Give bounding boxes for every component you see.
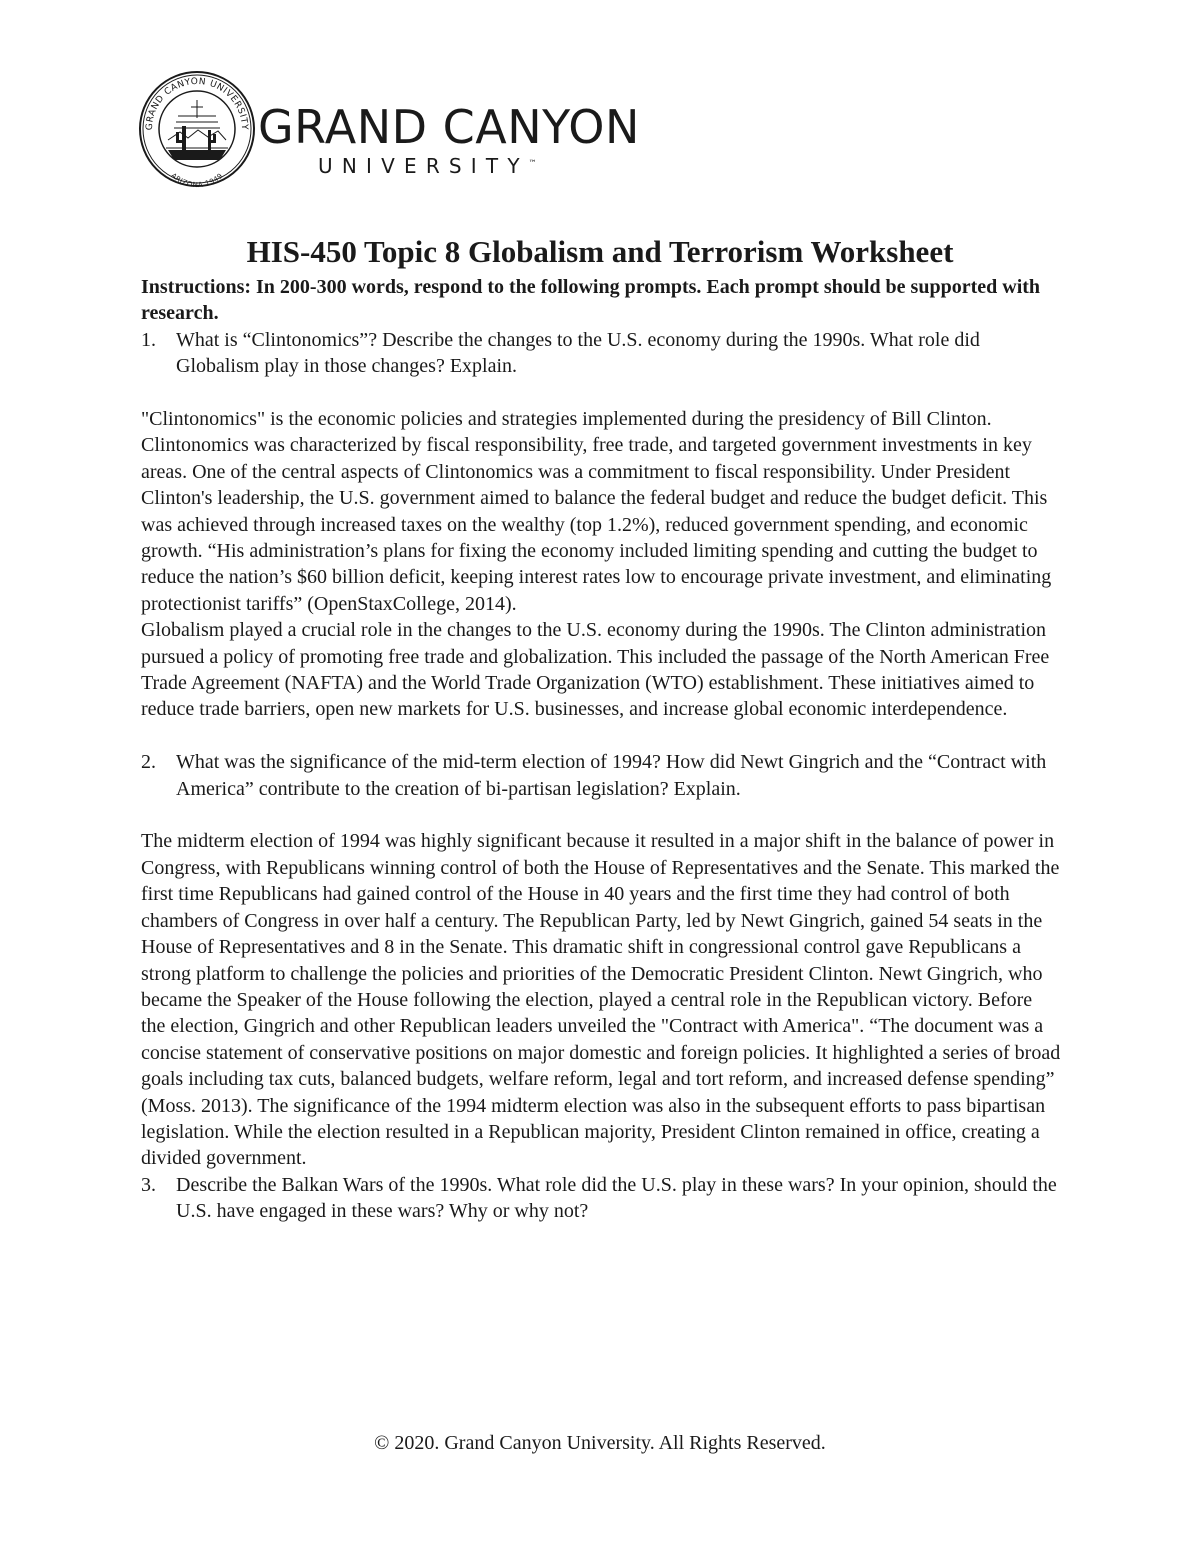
question-number: 2. — [141, 751, 156, 774]
svg-text:GRAND CANYON UNIVERSITY: GRAND CANYON UNIVERSITY — [144, 76, 250, 131]
question-number: 3. — [141, 1173, 156, 1196]
spacer — [141, 723, 1061, 749]
question-3 — [141, 1172, 1061, 1225]
answer-1-paragraph-1: "Clintonomics" is the economic policies and strategies implemented during the presidency of Bill Clinton. Clintonomics was characterized by fiscal responsibility, free trade, and targeted government investments in key areas. One of the central aspects of Clintonomics was a commitment to fiscal responsibility. Under President Clinton's leadership, the U.S. government aimed to balance the federal budget and reduce the budget deficit. This was achieved through increased taxes on the wealthy (top 1.2%), reduced government spending, and economic growth. “His administration’s plans for fixing the economy included limiting spending and cutting the budget to reduce the nation’s $60 billion deficit, keeping interest rates low to encourage private investment, and eliminating protectionist tariffs” (OpenStaxCollege, 2014). — [141, 408, 1052, 615]
logo-wordmark-grand-canyon: GRAND CANYON — [258, 100, 640, 154]
document-title: HIS-450 Topic 8 Globalism and Terrorism Worksheet — [246, 234, 954, 269]
question-text: What was the significance of the mid-term election of 1994? How did Newt Gingrich and the “Contract with America” contribute to the creation of bi-partisan legislation? Explain. — [176, 751, 1047, 800]
copyright-footer: © 2020. Grand Canyon University. All Rights Reserved. — [374, 1432, 826, 1454]
question-number: 1. — [141, 328, 156, 351]
answer-1-paragraph-2: Globalism played a crucial role in the changes to the U.S. economy during the 1990s. The Clinton administration pursued a policy of promoting free trade and globalization. This included the passage of the North American Free Trade Agreement (NAFTA) and the World Trade Organization (WTO) establishment. These initiatives aimed to reduce trade barriers, open new markets for U.S. businesses, and increase global economic interdependence. — [141, 619, 1050, 721]
instructions: Instructions: In 200-300 words, respond to the following prompts. Each prompt should be supported with research. — [141, 276, 1041, 325]
university-seal-icon — [138, 70, 256, 188]
question-text: What is “Clintonomics”? Describe the changes to the U.S. economy during the 1990s. What role did Globalism play in those changes? Explain. — [176, 328, 980, 378]
question-2 — [141, 749, 1061, 802]
logo-wordmark-university-text: UNIVERSITY — [318, 154, 529, 178]
answer-2-paragraph-1: The midterm election of 1994 was highly significant because it resulted in a major shift in the balance of power in Congress, with Republicans winning control of both the House of Representatives and the Senate. This marked the first time Republicans had gained control of the House in 40 years and the first time they had control of both chambers of Congress in over half a century. The Republican Party, led by Newt Gingrich, gained 54 seats in the House of Representatives and 8 in the Senate. This dramatic shift in congressional control gave Republicans a strong platform to challenge the policies and priorities of the Democratic President Clinton. Newt Gingrich, who became the Speaker of the House following the election, played a central role in the Republican victory. Before the election, Gingrich and other Republican leaders unveiled the "Contract with America". “The document was a concise statement of conservative positions on major domestic and foreign policies. It highlighted a series of broad goals including tax cuts, balanced budgets, welfare reform, legal and tort reform, and increased defense spending” (Moss. 2013). The significance of the 1994 midterm election was also in the subsequent efforts to pass bipartisan legislation. While the election resulted in a Republican majority, President Clinton remained in office, creating a divided government. — [141, 830, 1061, 1170]
question-1 — [141, 327, 1061, 380]
logo-wordmark-university — [318, 156, 537, 176]
svg-text:ARIZONA 1949: ARIZONA 1949 — [169, 171, 225, 188]
question-text: Describe the Balkan Wars of the 1990s. What role did the U.S. play in these wars? In your opinion, should the U.S. have engaged in these wars? Why or why not? — [176, 1173, 1057, 1223]
trademark-symbol: ™ — [528, 158, 537, 168]
worksheet-body — [141, 274, 1061, 1225]
spacer — [141, 380, 1061, 406]
spacer — [141, 802, 1061, 828]
gcu-logo — [138, 70, 640, 190]
